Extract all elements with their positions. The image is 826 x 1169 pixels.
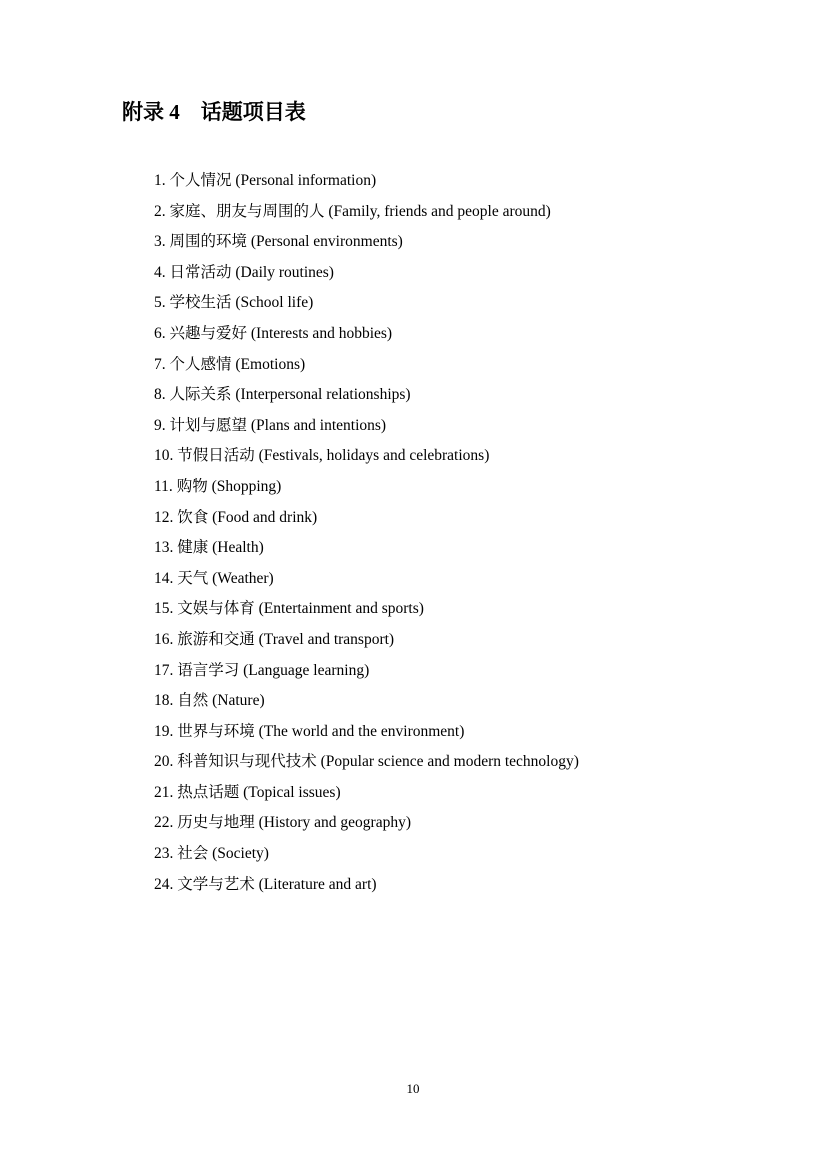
topic-number: 16. [154,630,174,648]
topic-chinese: 节假日活动 [177,447,255,465]
list-item [154,870,579,901]
topic-chinese: 计划与愿望 [169,416,248,434]
topic-english: (History and geography) [258,814,412,832]
topic-english: (Society) [212,845,269,863]
page-number: 10 [406,1081,420,1096]
topic-number: 2. [154,202,166,220]
topic-chinese: 学校生活 [169,294,232,312]
topic-chinese: 社会 [177,845,209,863]
topic-number: 4. [154,263,166,281]
topic-english: (School life) [235,294,314,312]
list-item [154,594,579,625]
topic-list [154,166,579,900]
topic-chinese: 家庭、朋友与周围的人 [169,202,325,220]
topic-chinese: 兴趣与爱好 [169,324,248,342]
list-item [154,411,579,442]
topic-english: (Family, friends and people around) [328,202,551,220]
topic-number: 17. [154,661,174,679]
topic-chinese: 科普知识与现代技术 [177,753,317,771]
list-item [154,839,579,870]
list-item [154,380,579,411]
topic-chinese: 文学与艺术 [177,875,255,893]
topic-english: (Literature and art) [258,875,377,893]
topic-number: 10. [154,447,174,465]
topic-chinese: 人际关系 [169,386,232,404]
topic-number: 11. [154,477,173,495]
topic-number: 1. [154,172,166,189]
topic-chinese: 文娱与体育 [177,600,255,618]
list-item [154,288,579,319]
topic-chinese: 天气 [177,569,209,587]
topic-chinese: 购物 [176,477,208,495]
list-item [154,258,579,289]
list-item [154,808,579,839]
topic-english: (Entertainment and sports) [258,600,424,618]
topic-chinese: 健康 [177,539,209,557]
list-item [154,625,579,656]
page-title: 附录 4 话题项目表 [122,100,306,124]
topic-number: 14. [154,569,174,587]
topic-chinese: 旅游和交通 [177,630,255,648]
topic-chinese: 饮食 [177,508,209,526]
topic-number: 15. [154,600,174,618]
topic-number: 9. [154,416,166,434]
topic-english: (Plans and intentions) [250,416,387,434]
topic-number: 23. [154,845,174,863]
topic-english: (Health) [212,539,264,557]
list-item [154,472,579,503]
list-item [154,656,579,687]
topic-english: (Emotions) [235,355,306,373]
list-item [154,350,579,381]
topic-chinese: 世界与环境 [177,722,255,740]
topic-english: (Interpersonal relationships) [235,386,411,404]
topic-english: (Interests and hobbies) [250,324,393,342]
topic-chinese: 自然 [177,692,209,710]
topic-chinese: 热点话题 [177,783,240,801]
topic-english: (Travel and transport) [258,630,395,648]
topic-english: (Daily routines) [235,263,334,281]
topic-chinese: 周围的环境 [169,233,248,251]
topic-number: 21. [154,783,174,801]
topic-number: 7. [154,355,166,373]
list-item [154,197,579,228]
topic-english: (Shopping) [211,477,282,495]
list-item [154,503,579,534]
topic-chinese: 个人感情 [169,355,232,373]
topic-number: 8. [154,386,166,404]
list-item [154,533,579,564]
topic-number: 18. [154,692,174,710]
list-item [154,166,579,197]
topic-number: 19. [154,722,174,740]
list-item [154,319,579,350]
topic-english: (Personal environments) [250,233,403,251]
list-item [154,717,579,748]
list-item [154,747,579,778]
list-item [154,441,579,472]
topic-number: 5. [154,294,166,312]
topic-number: 6. [154,324,166,342]
topic-english: (The world and the environment) [258,722,465,740]
list-item [154,778,579,809]
topic-chinese: 日常活动 [169,263,232,281]
topic-number: 24. [154,875,174,893]
topic-english: (Language learning) [243,661,370,679]
list-item [154,686,579,717]
topic-chinese: 个人情况 [169,172,232,189]
topic-english: (Food and drink) [212,508,318,526]
list-item [154,227,579,258]
topic-english: (Nature) [212,692,265,710]
topic-number: 3. [154,233,166,251]
list-item [154,564,579,595]
topic-english: (Personal information) [235,172,377,189]
topic-number: 22. [154,814,174,832]
topic-english: (Weather) [212,569,274,587]
topic-chinese: 历史与地理 [177,814,255,832]
topic-number: 20. [154,753,174,771]
topic-english: (Popular science and modern technology) [320,753,579,771]
topic-number: 12. [154,508,174,526]
topic-number: 13. [154,539,174,557]
topic-english: (Topical issues) [243,783,341,801]
topic-english: (Festivals, holidays and celebrations) [258,447,490,465]
topic-chinese: 语言学习 [177,661,240,679]
